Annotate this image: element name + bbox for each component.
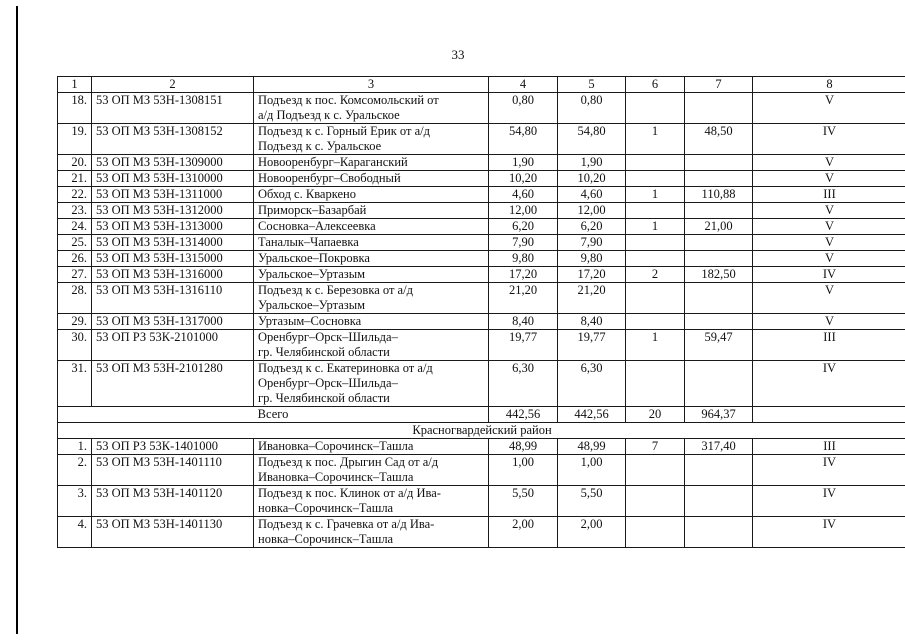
road-code: 53 ОП МЗ 53Н-1314000 (92, 235, 254, 251)
col4-value: 6,20 (489, 219, 558, 235)
row-number: 18. (58, 93, 92, 124)
col7-value (685, 455, 753, 486)
col6-value (626, 517, 685, 548)
col7-value (685, 235, 753, 251)
col7-value (685, 251, 753, 267)
road-name (254, 330, 489, 361)
col4-value: 4,60 (489, 187, 558, 203)
col7-value (685, 361, 753, 407)
table-row (58, 267, 905, 283)
col6-value: 1 (626, 330, 685, 361)
road-name (254, 93, 489, 124)
col4-value: 21,20 (489, 283, 558, 314)
road-name (254, 235, 489, 251)
header-cell: 7 (685, 77, 753, 93)
col6-value (626, 455, 685, 486)
road-code: 53 ОП МЗ 53Н-1310000 (92, 171, 254, 187)
table-row (58, 93, 905, 124)
col6-value: 1 (626, 124, 685, 155)
road-category: III (753, 439, 905, 455)
col5-value: 17,20 (558, 267, 626, 283)
district-title: Красногвардейский район (58, 423, 905, 439)
col6-value (626, 203, 685, 219)
road-name-line: а/д Подъезд к с. Уральское (258, 108, 400, 122)
total-col4: 442,56 (489, 407, 558, 423)
page-number: 33 (451, 47, 465, 62)
road-name (254, 283, 489, 314)
row-number: 2. (58, 455, 92, 486)
col6-value: 1 (626, 219, 685, 235)
road-name-line: Подъезд к с. Горный Ерик от а/д (258, 124, 430, 138)
road-code: 53 ОП МЗ 53Н-2101280 (92, 361, 254, 407)
col4-value: 10,20 (489, 171, 558, 187)
table-header (58, 77, 905, 93)
row-number: 19. (58, 124, 92, 155)
road-name-line: Оренбург–Орск–Шильда– (258, 376, 398, 390)
col4-value: 6,30 (489, 361, 558, 407)
col4-value: 12,00 (489, 203, 558, 219)
road-name-line: Новооренбург–Свободный (258, 171, 401, 185)
road-category: V (753, 283, 905, 314)
col5-value: 2,00 (558, 517, 626, 548)
col4-value: 7,90 (489, 235, 558, 251)
road-code: 53 ОП МЗ 53Н-1311000 (92, 187, 254, 203)
road-name-line: Подъезд к с. Березовка от а/д (258, 283, 413, 297)
col7-value: 182,50 (685, 267, 753, 283)
col5-value: 1,90 (558, 155, 626, 171)
table-row (58, 187, 905, 203)
road-name-line: Уртазым–Сосновка (258, 314, 362, 328)
district-row (58, 423, 905, 439)
header-cell: 6 (626, 77, 685, 93)
col4-value: 2,00 (489, 517, 558, 548)
road-name-line: Уральское–Уртазым (258, 267, 366, 281)
col7-value (685, 283, 753, 314)
table-row (58, 330, 905, 361)
table-row (58, 219, 905, 235)
road-register-table (57, 76, 905, 548)
road-category: V (753, 251, 905, 267)
col7-value (685, 93, 753, 124)
header-cell: 5 (558, 77, 626, 93)
road-name (254, 361, 489, 407)
road-category: IV (753, 455, 905, 486)
table-row (58, 517, 905, 548)
col5-value: 6,30 (558, 361, 626, 407)
road-name-line: гр. Челябинской области (258, 391, 390, 405)
road-name-line: Подъезд к пос. Дрыгин Сад от а/д (258, 455, 439, 469)
col6-value (626, 486, 685, 517)
road-name (254, 124, 489, 155)
road-name (254, 267, 489, 283)
col7-value: 59,47 (685, 330, 753, 361)
table-row (58, 235, 905, 251)
col5-value: 54,80 (558, 124, 626, 155)
col7-value (685, 486, 753, 517)
road-code: 53 ОП МЗ 53Н-1401120 (92, 486, 254, 517)
road-name (254, 203, 489, 219)
col7-value (685, 155, 753, 171)
col6-value (626, 251, 685, 267)
road-name-line: Сосновка–Алексеевка (258, 219, 376, 233)
table-row (58, 486, 905, 517)
road-name (254, 171, 489, 187)
road-name-line: Уральское–Уртазым (258, 298, 366, 312)
road-code: 53 ОП МЗ 53Н-1308151 (92, 93, 254, 124)
row-number: 21. (58, 171, 92, 187)
col4-value: 0,80 (489, 93, 558, 124)
table-row (58, 314, 905, 330)
total-row (58, 407, 905, 423)
col5-value: 10,20 (558, 171, 626, 187)
binding-margin-line (16, 6, 18, 634)
road-category: V (753, 219, 905, 235)
road-name (254, 155, 489, 171)
col5-value: 6,20 (558, 219, 626, 235)
col5-value: 1,00 (558, 455, 626, 486)
road-category: V (753, 93, 905, 124)
col5-value: 19,77 (558, 330, 626, 361)
row-number: 29. (58, 314, 92, 330)
row-number: 27. (58, 267, 92, 283)
road-name-line: Подъезд к с. Екатериновка от а/д (258, 361, 433, 375)
col5-value: 8,40 (558, 314, 626, 330)
row-number: 26. (58, 251, 92, 267)
total-col7: 964,37 (685, 407, 753, 423)
table-row (58, 455, 905, 486)
road-name-line: Обход с. Кваркено (258, 187, 356, 201)
road-name (254, 314, 489, 330)
header-row (58, 77, 905, 93)
road-name (254, 439, 489, 455)
col5-value: 0,80 (558, 93, 626, 124)
road-category: V (753, 235, 905, 251)
col6-value (626, 155, 685, 171)
col4-value: 54,80 (489, 124, 558, 155)
road-name (254, 455, 489, 486)
col7-value (685, 517, 753, 548)
road-code: 53 ОП РЗ 53К-2101000 (92, 330, 254, 361)
road-name-line: Приморск–Базарбай (258, 203, 367, 217)
road-code: 53 ОП МЗ 53Н-1317000 (92, 314, 254, 330)
road-name-line: Новооренбург–Карaганский (258, 155, 408, 169)
road-name-line: Подъезд к с. Уральское (258, 139, 382, 153)
total-label: Всего (58, 407, 489, 423)
road-category: IV (753, 124, 905, 155)
road-name-line: Уральское–Покровка (258, 251, 370, 265)
road-name-line: Подъезд к с. Грачевка от а/д Ива- (258, 517, 435, 531)
col7-value: 48,50 (685, 124, 753, 155)
table-row (58, 439, 905, 455)
col4-value: 17,20 (489, 267, 558, 283)
road-name (254, 486, 489, 517)
col5-value: 4,60 (558, 187, 626, 203)
col5-value: 9,80 (558, 251, 626, 267)
col6-value: 2 (626, 267, 685, 283)
road-code: 53 ОП МЗ 53Н-1313000 (92, 219, 254, 235)
col4-value: 1,00 (489, 455, 558, 486)
header-cell: 8 (753, 77, 905, 93)
road-name-line: Таналык–Чапаевка (258, 235, 359, 249)
col6-value (626, 235, 685, 251)
col4-value: 8,40 (489, 314, 558, 330)
col7-value (685, 203, 753, 219)
row-number: 1. (58, 439, 92, 455)
row-number: 25. (58, 235, 92, 251)
row-number: 23. (58, 203, 92, 219)
header-cell: 3 (254, 77, 489, 93)
col7-value: 21,00 (685, 219, 753, 235)
col5-value: 48,99 (558, 439, 626, 455)
road-category: IV (753, 361, 905, 407)
road-name-line: гр. Челябинской области (258, 345, 390, 359)
col7-value (685, 314, 753, 330)
road-category: V (753, 155, 905, 171)
road-name-line: Ивановка–Сорочинск–Ташла (258, 439, 414, 453)
row-number: 28. (58, 283, 92, 314)
row-number: 24. (58, 219, 92, 235)
row-number: 4. (58, 517, 92, 548)
road-name-line: Подъезд к пос. Комсомольский от (258, 93, 439, 107)
table-row (58, 124, 905, 155)
col6-value (626, 361, 685, 407)
total-col5: 442,56 (558, 407, 626, 423)
col4-value: 1,90 (489, 155, 558, 171)
header-cell: 1 (58, 77, 92, 93)
road-code: 53 ОП МЗ 53Н-1401130 (92, 517, 254, 548)
table-body-main (58, 93, 905, 407)
total-col6: 20 (626, 407, 685, 423)
road-name (254, 251, 489, 267)
road-code: 53 ОП МЗ 53Н-1316000 (92, 267, 254, 283)
col6-value (626, 93, 685, 124)
header-cell: 4 (489, 77, 558, 93)
col7-value: 110,88 (685, 187, 753, 203)
total-col8 (753, 407, 905, 423)
road-code: 53 ОП МЗ 53Н-1312000 (92, 203, 254, 219)
col5-value: 5,50 (558, 486, 626, 517)
table-row (58, 251, 905, 267)
road-category: IV (753, 267, 905, 283)
road-category: III (753, 187, 905, 203)
row-number: 3. (58, 486, 92, 517)
road-code: 53 ОП МЗ 53Н-1316110 (92, 283, 254, 314)
header-cell: 2 (92, 77, 254, 93)
road-name-line: Ивановка–Сорочинск–Ташла (258, 470, 414, 484)
col6-value (626, 283, 685, 314)
road-name-line: новка–Сорочинск–Ташла (258, 532, 394, 546)
row-number: 22. (58, 187, 92, 203)
road-category: III (753, 330, 905, 361)
road-category: V (753, 314, 905, 330)
table-row (58, 171, 905, 187)
col6-value: 7 (626, 439, 685, 455)
road-category: V (753, 203, 905, 219)
road-category: V (753, 171, 905, 187)
row-number: 31. (58, 361, 92, 407)
col6-value: 1 (626, 187, 685, 203)
row-number: 30. (58, 330, 92, 361)
road-category: IV (753, 486, 905, 517)
col5-value: 7,90 (558, 235, 626, 251)
table-body-district (58, 439, 905, 548)
col4-value: 5,50 (489, 486, 558, 517)
road-name (254, 517, 489, 548)
road-name-line: новка–Сорочинск–Ташла (258, 501, 394, 515)
road-name-line: Подъезд к пос. Клинок от а/д Ива- (258, 486, 441, 500)
road-category: IV (753, 517, 905, 548)
road-name (254, 187, 489, 203)
col6-value (626, 171, 685, 187)
road-code: 53 ОП МЗ 53Н-1308152 (92, 124, 254, 155)
col4-value: 9,80 (489, 251, 558, 267)
col4-value: 19,77 (489, 330, 558, 361)
table-row (58, 283, 905, 314)
road-code: 53 ОП РЗ 53К-1401000 (92, 439, 254, 455)
row-number: 20. (58, 155, 92, 171)
col7-value: 317,40 (685, 439, 753, 455)
road-code: 53 ОП МЗ 53Н-1401110 (92, 455, 254, 486)
table-total-section (58, 407, 905, 439)
col5-value: 12,00 (558, 203, 626, 219)
road-code: 53 ОП МЗ 53Н-1315000 (92, 251, 254, 267)
road-code: 53 ОП МЗ 53Н-1309000 (92, 155, 254, 171)
road-name (254, 219, 489, 235)
table-row (58, 155, 905, 171)
table-row (58, 203, 905, 219)
col7-value (685, 171, 753, 187)
col5-value: 21,20 (558, 283, 626, 314)
table-row (58, 361, 905, 407)
col6-value (626, 314, 685, 330)
road-name-line: Оренбург–Орск–Шильда– (258, 330, 398, 344)
col4-value: 48,99 (489, 439, 558, 455)
